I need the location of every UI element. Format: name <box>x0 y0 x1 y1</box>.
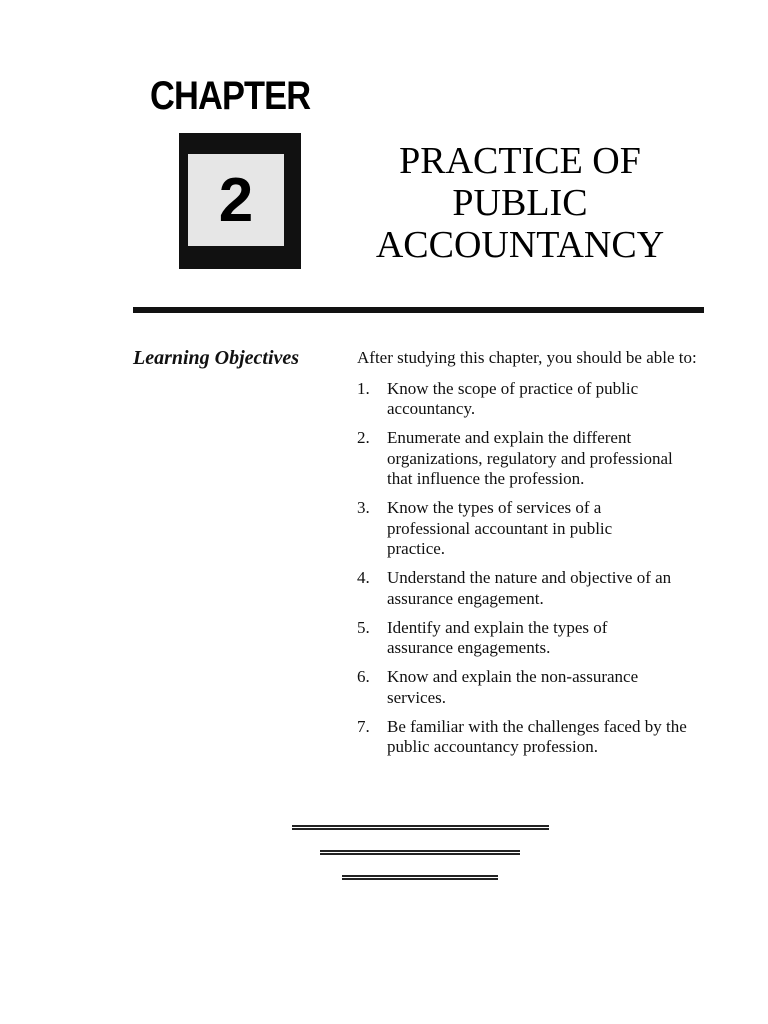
objective-item <box>357 379 702 420</box>
chapter-title <box>340 140 700 266</box>
decorative-rule <box>292 825 549 830</box>
item-text: Enumerate and explain the different organizations, regulatory and professional that influence the profession. <box>387 428 673 488</box>
item-text: Know and explain the non-assurance services. <box>387 667 639 707</box>
title-line: PRACTICE OF <box>399 140 641 182</box>
item-number: 3. <box>357 498 370 517</box>
title-line: ACCOUNTANCY <box>375 224 665 266</box>
item-text: Understand the nature and objective of an assurance engagement. <box>387 568 672 608</box>
decorative-rule <box>320 850 520 855</box>
item-text: Know the scope of practice of public accountancy. <box>387 378 639 418</box>
item-number: 7. <box>357 716 370 736</box>
objective-item <box>357 498 702 560</box>
item-number: 1. <box>357 378 370 398</box>
learning-objectives-heading: Learning Objectives <box>133 347 300 369</box>
item-text: Be familiar with the challenges faced by the public accountancy profession. <box>387 716 687 756</box>
objective-item <box>357 667 702 708</box>
item-number: 6. <box>357 667 370 686</box>
chapter-label: CHAPTER <box>150 74 311 118</box>
chapter-number: 2 <box>218 165 254 235</box>
objective-item <box>357 428 702 490</box>
item-number: 4. <box>357 568 370 587</box>
title-line: PUBLIC <box>452 182 588 224</box>
objectives-body <box>357 348 702 766</box>
objective-item <box>357 568 702 609</box>
item-number: 5. <box>357 617 370 637</box>
header-rule <box>133 307 704 313</box>
chapter-number-box <box>179 133 301 269</box>
objective-item <box>357 618 702 659</box>
decorative-rule <box>342 875 498 880</box>
item-text: Identify and explain the types of assurance engagements. <box>387 617 608 657</box>
item-number: 2. <box>357 428 370 447</box>
objectives-intro: After studying this chapter, you should be able to: <box>357 348 697 367</box>
item-text: Know the types of services of a professional accountant in public practice. <box>387 498 613 558</box>
chapter-number-panel <box>188 154 284 246</box>
objective-item <box>357 717 702 758</box>
